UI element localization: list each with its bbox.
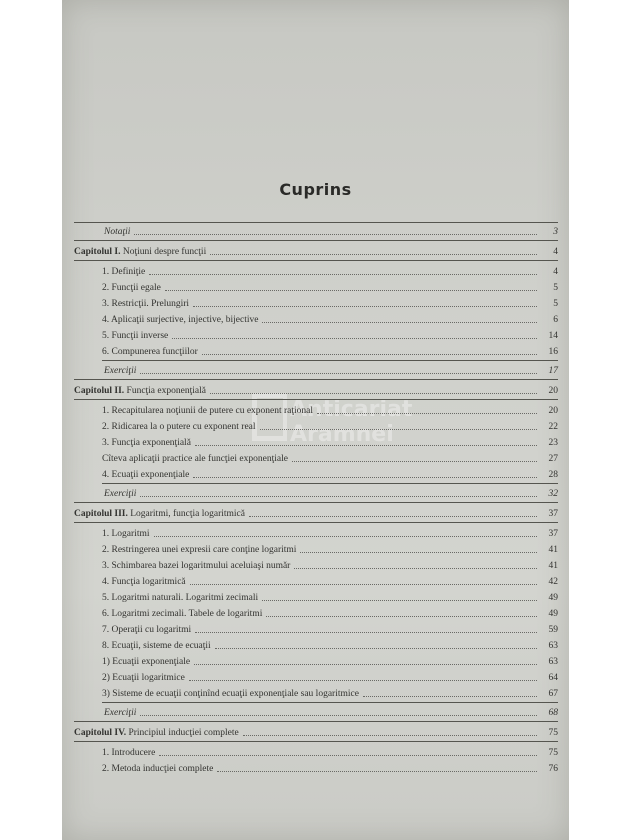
toc-entry-page: 75	[548, 728, 558, 738]
toc-entry-label: Exerciţii	[104, 489, 137, 499]
toc-entry-label: 4. Aplicaţii surjective, injective, bijective	[102, 315, 259, 325]
toc-entry-label: 4. Funcţia logaritmică	[102, 577, 186, 587]
toc-entry	[74, 670, 558, 684]
toc-entry-label: 1. Introducere	[102, 748, 156, 758]
toc-chapter-2	[74, 383, 558, 397]
toc-entry-page: 16	[548, 347, 558, 357]
chapter-number: Capitolul IV.	[74, 728, 127, 738]
divider	[74, 222, 558, 223]
toc-entry-label: Cîteva aplicaţii practice ale funcţiei exponenţiale	[102, 454, 288, 464]
toc-entry-page: 5	[553, 283, 558, 293]
toc-entry	[74, 344, 558, 358]
toc-entry	[74, 451, 558, 465]
toc-entry	[74, 264, 558, 278]
divider	[74, 379, 558, 380]
toc-entry-label: 2. Ridicarea la o putere cu exponent real	[102, 422, 256, 432]
toc-entry	[74, 558, 558, 572]
toc-entry-page: 20	[548, 386, 558, 396]
chapter-number: Capitolul I.	[74, 247, 121, 257]
toc-entry-label: 8. Ecuaţii, sisteme de ecuaţii	[102, 641, 211, 651]
toc-entry-label: 3. Schimbarea bazei logaritmului aceluiaşi număr	[102, 561, 291, 571]
toc-entry-page: 41	[548, 545, 558, 555]
toc-entry	[74, 590, 558, 604]
divider	[74, 522, 558, 523]
watermark-text: Anticariat Aramnei	[290, 397, 413, 447]
toc-entry-page: 49	[548, 609, 558, 619]
toc-entry-page: 64	[548, 673, 558, 683]
toc-chapter-4	[74, 725, 558, 739]
divider	[102, 360, 558, 361]
toc-entry	[74, 622, 558, 636]
toc-entry-label: Notaţii	[104, 227, 131, 237]
toc-entry-page: 32	[548, 489, 558, 499]
chapter-number: Capitolul III.	[74, 509, 128, 519]
toc-entry-page: 14	[548, 331, 558, 341]
toc-entry-exercitii	[74, 705, 558, 719]
toc-entry-page: 4	[553, 247, 558, 257]
divider	[74, 399, 558, 400]
toc-entry-label: 3) Sisteme de ecuaţii conţinînd ecuaţii exponenţiale sau logaritmice	[102, 689, 359, 699]
divider	[74, 260, 558, 261]
chapter-title: Noţiuni despre funcţii	[122, 247, 207, 257]
toc-entry-page: 49	[548, 593, 558, 603]
toc-entry-label: 6. Logaritmi zecimali. Tabele de logaritmi	[102, 609, 263, 619]
chapter-title: Funcţia exponenţială	[126, 386, 206, 396]
toc-entry-label: 1. Logaritmi	[102, 529, 150, 539]
toc-entry	[74, 435, 558, 449]
toc-entry	[74, 686, 558, 700]
toc-entry	[74, 419, 558, 433]
toc-entry-page: 4	[553, 267, 558, 277]
toc-entry	[74, 654, 558, 668]
divider	[102, 483, 558, 484]
book-page	[62, 0, 569, 840]
toc-entry	[74, 526, 558, 540]
watermark-logo-icon	[252, 393, 287, 441]
divider	[74, 240, 558, 241]
toc-entry-notatii	[74, 224, 558, 238]
toc-entry-page: 41	[548, 561, 558, 571]
toc-entry-label: Exerciţii	[104, 366, 137, 376]
toc-entry	[74, 638, 558, 652]
toc-entry-page: 37	[548, 529, 558, 539]
toc-entry-page: 75	[548, 748, 558, 758]
chapter-number: Capitolul II.	[74, 386, 125, 396]
toc-entry-label: 3. Restricţii. Prelungiri	[102, 299, 190, 309]
toc-entry-label: 1) Ecuaţii exponenţiale	[102, 657, 191, 667]
toc-entry-page: 17	[548, 366, 558, 376]
toc-entry-page: 27	[548, 454, 558, 464]
toc-entry	[74, 296, 558, 310]
toc-entry-label: 5. Funcţii inverse	[102, 331, 169, 341]
toc-entry	[74, 761, 558, 775]
toc-entry-label: 5. Logaritmi naturali. Logaritmi zecimali	[102, 593, 259, 603]
toc-entry-page: 5	[553, 299, 558, 309]
toc-entry	[74, 467, 558, 481]
toc-entry	[74, 328, 558, 342]
toc-entry-label: 2. Restringerea unei expresii care conţine logaritmi	[102, 545, 297, 555]
toc-entry-exercitii	[74, 486, 558, 500]
page-title: Cuprins	[279, 180, 352, 199]
chapter-title: Logaritmi, funcţia logaritmică	[130, 509, 245, 519]
toc-entry-page: 3	[553, 227, 558, 237]
toc-entry-page: 23	[548, 438, 558, 448]
toc-entry-label: 4. Ecuaţii exponenţiale	[102, 470, 190, 480]
toc-entry-label: 3. Funcţia exponenţială	[102, 438, 191, 448]
toc-entry-label: 2) Ecuaţii logaritmice	[102, 673, 185, 683]
toc-entry-page: 68	[548, 708, 558, 718]
toc-entry	[74, 542, 558, 556]
toc-entry	[74, 312, 558, 326]
toc-entry	[74, 606, 558, 620]
toc-entry-label: 2. Metoda inducţiei complete	[102, 764, 214, 774]
toc-entry-exercitii	[74, 363, 558, 377]
toc-entry-page: 37	[548, 509, 558, 519]
divider	[74, 741, 558, 742]
toc-chapter-3	[74, 506, 558, 520]
toc-entry-label: 1. Definiţie	[102, 267, 146, 277]
divider	[102, 702, 558, 703]
divider	[74, 502, 558, 503]
toc-entry-page: 63	[548, 657, 558, 667]
toc-entry-page: 59	[548, 625, 558, 635]
toc-entry	[74, 280, 558, 294]
toc-entry	[74, 574, 558, 588]
toc-entry-label: 2. Funcţii egale	[102, 283, 161, 293]
toc-entry	[74, 745, 558, 759]
toc-chapter-1	[74, 244, 558, 258]
toc-entry-page: 63	[548, 641, 558, 651]
toc-entry-page: 6	[553, 315, 558, 325]
toc-entry-label: 6. Compunerea funcţiilor	[102, 347, 198, 357]
toc-entry-label: Exerciţii	[104, 708, 137, 718]
toc-entry-page: 22	[548, 422, 558, 432]
toc-entry-label: 1. Recapitularea noţiunii de putere cu exponent raţional	[102, 406, 314, 416]
toc-entry-page: 42	[548, 577, 558, 587]
toc-entry	[74, 403, 558, 417]
toc-entry-page: 76	[548, 764, 558, 774]
divider	[74, 721, 558, 722]
toc-entry-page: 28	[548, 470, 558, 480]
chapter-title: Principiul inducţiei complete	[128, 728, 239, 738]
toc-entry-label: 7. Operaţii cu logaritmi	[102, 625, 192, 635]
toc-entry-page: 20	[548, 406, 558, 416]
toc-entry-page: 67	[548, 689, 558, 699]
